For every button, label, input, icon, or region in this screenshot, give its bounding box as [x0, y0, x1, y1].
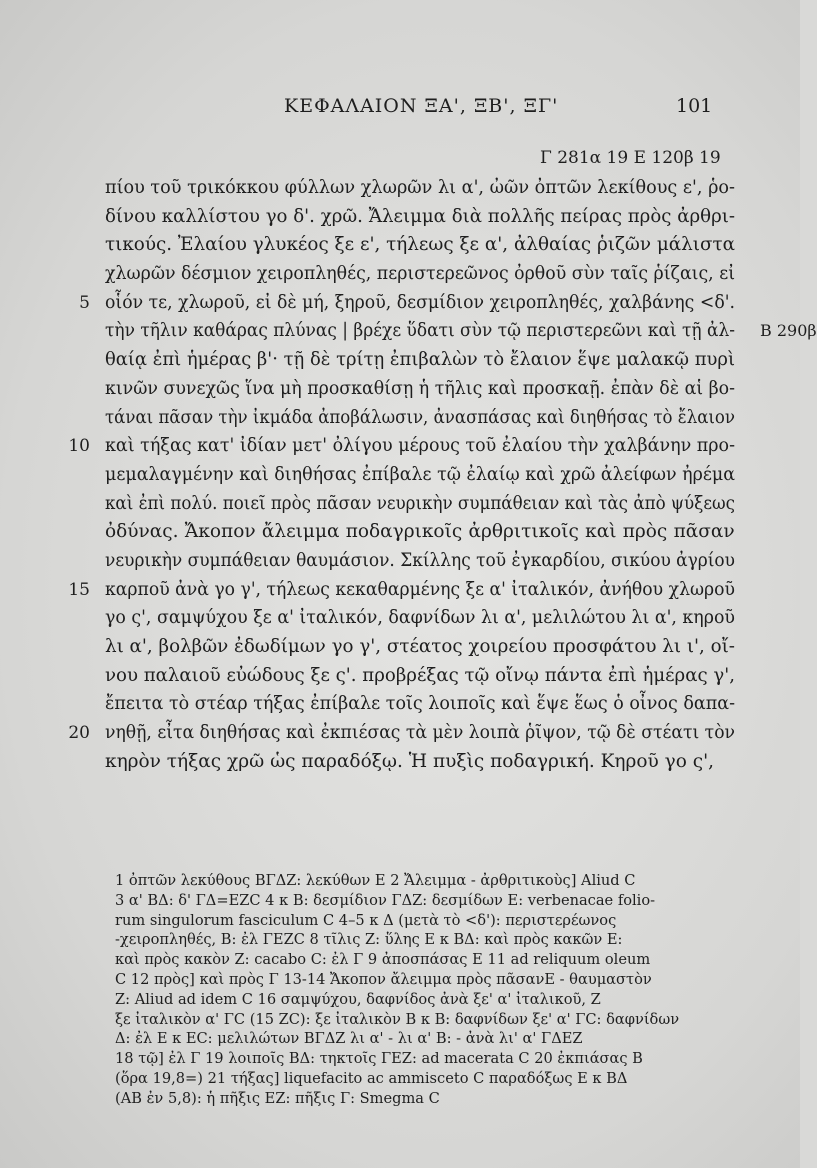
line-text: ἔπειτα τὸ στέαρ τήξας ἐπίβαλε τοῖς λοιποῖς καὶ ἕψε ἕως ὁ οἶνος δαπα-: [105, 693, 735, 715]
line-text: τὴν τῆλιν καθάρας πλύνας | βρέχε ὕδατι σὺν τῷ περιστερεῶνι καὶ τῇ ἀλ-: [105, 320, 735, 342]
text-line: [105, 461, 735, 490]
line-text: κηρὸν τήξας χρῶ ὡς παραδόξῳ. Ἡ πυξὶς ποδαγρική. Κηροῦ γο ς',: [105, 750, 715, 772]
line-number: 15: [68, 579, 90, 600]
text-line: [68, 576, 735, 605]
manuscript-reference: Γ 281α 19 Ε 120β 19: [540, 148, 721, 168]
text-line: [105, 490, 735, 519]
main-text: [68, 174, 817, 776]
line-text: κινῶν συνεχῶς ἵνα μὴ προσκαθίσῃ ἡ τῆλις καὶ προσκαῇ. ἐπὰν δὲ αἱ βο-: [105, 377, 735, 399]
footnote-line: rum singulorum fasciculum C 4–5 κ Δ (μετὰ τὸ <δ'): περιστερέωνος: [115, 911, 617, 929]
text-line: [105, 604, 735, 633]
text-line: [105, 174, 735, 203]
line-text: θαίᾳ ἐπὶ ἡμέρας β'· τῇ δὲ τρίτῃ ἐπιβαλὼν τὸ ἔλαιον ἕψε μαλακῷ πυρὶ: [105, 349, 735, 371]
text-line: [105, 346, 735, 375]
margin-reference: Β 290β: [760, 321, 817, 341]
line-number: 10: [68, 436, 90, 457]
text-line: [105, 260, 735, 289]
line-text: καὶ τήξας κατ' ἰδίαν μετ' ὀλίγου μέρους τοῦ ἐλαίου τὴν χαλβάνην προ-: [105, 435, 735, 457]
footnote-line: 3 α' ΒΔ: δ' ΓΔ=ΕΖC 4 κ Β: δεσμίδιον ΓΔΖ: δεσμίδων Ε: verbenacae folio-: [115, 891, 656, 909]
line-text: ὀδύνας. Ἄκοπον ἄλειμμα ποδαγρικοῖς ἀρθριτικοῖς καὶ πρὸς πᾶσαν: [105, 521, 735, 543]
footnote-line: -χειροπληθές, Β: ἐλ ΓΕΖC 8 τῖλις Ζ: ὕλης Ε κ ΒΔ: καὶ πρὸς κακῶν Ε:: [115, 931, 623, 949]
critical-apparatus: [115, 871, 740, 1109]
text-line: [105, 231, 735, 260]
line-text: καρποῦ ἀνὰ γο γ', τήλεως κεκαθαρμένης ξε α' ἰταλικόν, ἀνήθου χλωροῦ: [105, 578, 735, 600]
text-line: [105, 662, 735, 691]
line-text: νευρικὴν συμπάθειαν θαυμάσιον. Σκίλλης τοῦ ἐγκαρδίου, σικύου ἀγρίου: [105, 549, 735, 571]
text-line: [68, 432, 735, 461]
text-line: [105, 317, 817, 346]
line-text: τάναι πᾶσαν τὴν ἰκμάδα ἀποβάλωσιν, ἀνασπάσας καὶ διηθήσας τὸ ἔλαιον: [105, 406, 735, 428]
chapter-title: ΚΕΦΑΛΑΙΟΝ ΞΑ', ΞΒ', ΞΓ': [284, 95, 559, 117]
line-number: 5: [79, 292, 90, 313]
line-text: δίνου καλλίστου γο δ'. χρῶ. Ἄλειμμα διὰ πολλῆς πείρας πρὸς ἀρθρι-: [105, 205, 735, 227]
line-text: τικούς. Ἐλαίου γλυκέος ξε ε', τήλεως ξε α', ἀλθαίας ῥιζῶν μάλιστα: [105, 234, 735, 256]
footnote-line: 18 τῷ] ἐλ Γ 19 λοιποῖς ΒΔ: τηκτοῖς ΓΕΖ: ad macerata C 20 ἐκπιάσας Β: [115, 1050, 643, 1068]
footnote-line: καὶ πρὸς κακὸν Ζ: cacabo C: ἐλ Γ 9 ἀποσπάσας Ε 11 ad reliquum oleum: [115, 951, 651, 969]
footnote-line: 1 ὀπτῶν λεκύθους ΒΓΔΖ: λεκύθων Ε 2 Ἄλειμμα - ἀρθριτικοὺς] Aliud C: [115, 872, 636, 889]
text-line: [105, 690, 735, 719]
text-line: [105, 518, 735, 547]
line-number: 20: [68, 723, 90, 744]
line-text: γο ς', σαμψύχου ξε α' ἰταλικόν, δαφνίδων λι α', μελιλώτου λι α', κηροῦ: [105, 607, 735, 629]
text-line: [105, 375, 735, 404]
text-line: [105, 748, 735, 777]
footnote-line: ξε ἰταλικὸν α' ΓC (15 ZC): ξε ἰταλικὸν Β κ Β: δαφνίδων ξε' α' ΓC: δαφνίδων: [115, 1010, 680, 1028]
text-line: [105, 633, 735, 662]
footnote-line: Δ: ἐλ Ε κ ΕC: μελιλώτων ΒΓΔΖ λι α' - λι α' Β: - ἀνὰ λι' α' ΓΔΕΖ: [115, 1030, 583, 1048]
line-text: μεμαλαγμένην καὶ διηθήσας ἐπίβαλε τῷ ἐλαίῳ καὶ χρῶ ἀλείφων ἠρέμα: [105, 463, 735, 485]
line-text: πίου τοῦ τρικόκκου φύλλων χλωρῶν λι α', ὠῶν ὀπτῶν λεκίθους ε', ῥο-: [105, 177, 735, 198]
text-line: [105, 203, 735, 232]
page-number: 101: [676, 95, 713, 117]
line-text: χλωρῶν δέσμιον χειροπληθές, περιστερεῶνος ὀρθοῦ σὺν ταῖς ῥίζαις, εἰ: [105, 263, 735, 285]
line-text: νηθῇ, εἶτα διηθήσας καὶ ἐκπιέσας τὰ μὲν λοιπὰ ῥῖψον, τῷ δὲ στέατι τὸν: [105, 722, 735, 744]
footnote-line: (ὅρα 19,8=) 21 τήξας] liquefacito ac ammisceto C παραδόξως Ε κ ΒΔ: [115, 1069, 628, 1087]
text-line: [68, 719, 735, 748]
line-text: νου παλαιοῦ εὐώδους ξε ς'. προβρέξας τῷ οἴνῳ πάντα ἐπὶ ἡμέρας γ',: [105, 664, 735, 686]
line-text: λι α', βολβῶν ἐδωδίμων γο γ', στέατος χοιρείου προσφάτου λι ι', οἴ-: [105, 636, 735, 657]
text-line: [79, 289, 735, 318]
footnote-line: Ζ: Aliud ad idem C 16 σαμψύχου, δαφνίδος ἀνὰ ξε' α' ἰταλικοῦ, Ζ: [115, 990, 601, 1008]
footnote-line: (ΑΒ ἐν 5,8): ἡ πῆξις ΕΖ: πῆξις Γ: Smegma C: [115, 1089, 440, 1107]
text-line: [105, 547, 735, 576]
footnote-line: C 12 πρὸς] καὶ πρὸς Γ 13-14 Ἄκοπον ἄλειμμα πρὸς πᾶσανΕ - θαυμαστὸν: [115, 970, 652, 988]
line-text: καὶ ἐπὶ πολύ. ποιεῖ πρὸς πᾶσαν νευρικὴν συμπάθειαν καὶ τὰς ἀπὸ ψύξεως: [105, 492, 735, 514]
line-text: οἷόν τε, χλωροῦ, εἰ δὲ μή, ξηροῦ, δεσμίδιον χειροπληθές, χαλβάνης <δ'.: [105, 291, 735, 313]
running-header: [0, 95, 800, 125]
text-line: [105, 404, 735, 433]
